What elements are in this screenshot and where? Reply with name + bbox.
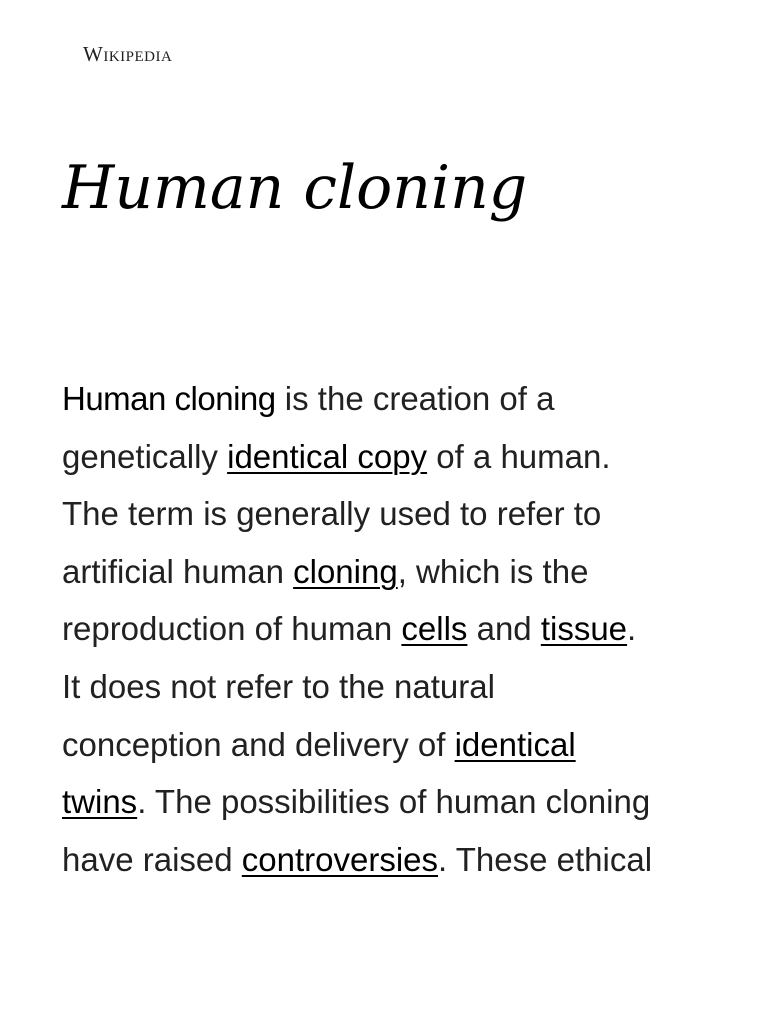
page-title: Human cloning <box>62 153 528 223</box>
lead-paragraph <box>62 370 702 888</box>
text-line <box>62 370 702 428</box>
link-controversies[interactable]: controversies <box>241 840 439 878</box>
text-run: , which is the <box>397 552 589 590</box>
text-line <box>62 600 702 658</box>
bold-term: Human cloning <box>62 380 276 417</box>
wikipedia-logo[interactable]: Wikipedia <box>83 42 173 66</box>
text-run: have raised <box>62 840 242 878</box>
text-line <box>62 831 702 889</box>
text-run: is the creation of a <box>275 380 555 417</box>
text-run: reproduction of human <box>62 610 402 648</box>
text-run: of a human. <box>427 437 611 475</box>
link-tissue[interactable]: tissue <box>540 610 628 648</box>
link-cloning[interactable]: cloning <box>293 552 398 590</box>
text-run: . The possibilities of human cloning <box>137 783 651 821</box>
text-run: genetically <box>62 437 228 475</box>
text-run: conception and delivery of <box>62 725 455 763</box>
link-identical-twins[interactable]: identical <box>454 725 576 763</box>
text-line <box>62 543 702 601</box>
text-line <box>62 773 702 831</box>
link-cells[interactable]: cells <box>401 610 468 648</box>
link-twins[interactable]: twins <box>62 783 138 821</box>
link-identical-copy[interactable]: identical copy <box>227 437 428 475</box>
text-run: . These ethical <box>438 840 653 878</box>
text-line: The term is generally used to refer to <box>62 495 602 533</box>
text-run: artificial human <box>62 552 294 590</box>
text-line: It does not refer to the natural <box>62 667 495 705</box>
text-line <box>62 716 702 774</box>
text-run: and <box>467 610 541 648</box>
text-line <box>62 428 702 486</box>
text-run: . <box>627 610 637 648</box>
